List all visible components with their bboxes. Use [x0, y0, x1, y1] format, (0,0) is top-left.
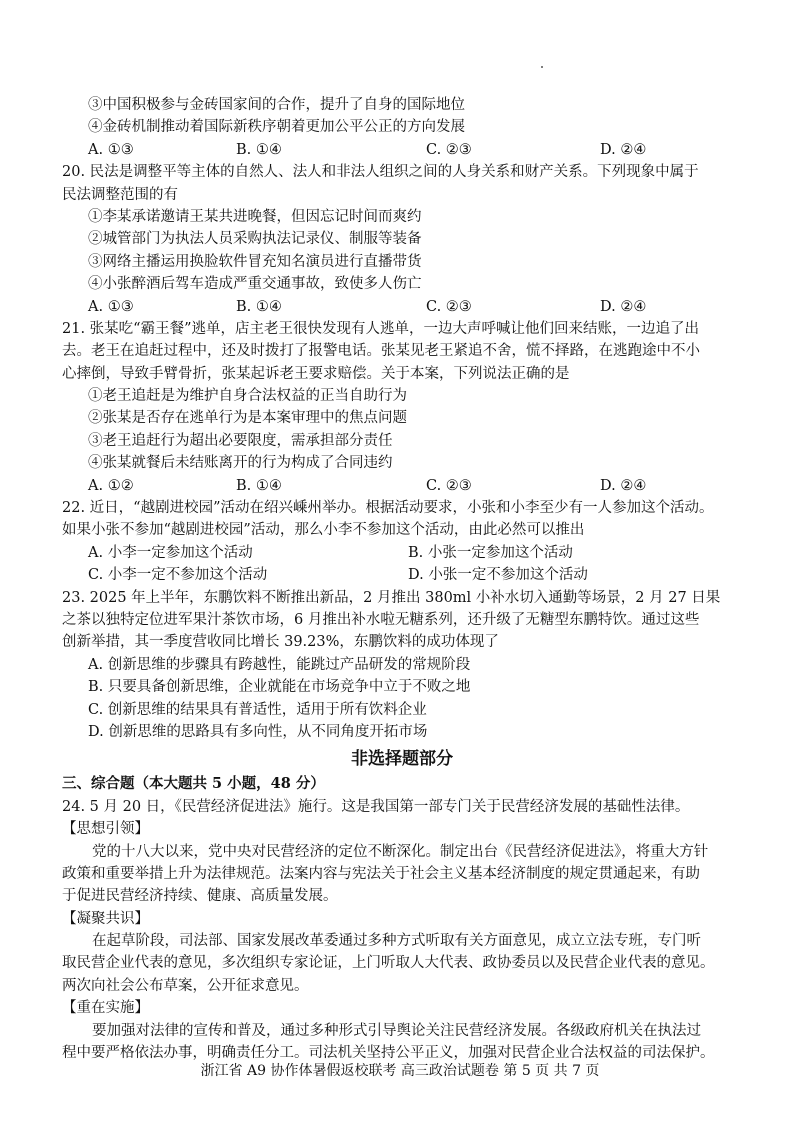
- q24-heading-1: 【思想引领】: [62, 821, 149, 838]
- q21-stem-line-2: 去。老王在追赶过程中，还及时拨打了报警电话。张某见老王紧追不舍，慌不择路，在逃跑途中不小: [62, 343, 700, 360]
- q21-option-c: C. ②③: [426, 477, 472, 494]
- q20-item-3: ③网络主播运用换脸软件冒充知名演员进行直播带货: [88, 253, 422, 270]
- q22-option-b: B. 小张一定参加这个活动: [408, 544, 573, 561]
- q21-options: [62, 475, 742, 497]
- q20-option-a: A. ①③: [88, 298, 134, 315]
- q24-para-1-line-3: 于促进民营经济持续、健康、高质量发展。: [62, 888, 338, 905]
- page-content: [62, 94, 742, 1064]
- q22-options-row-1: [62, 542, 742, 564]
- q20-option-c: C. ②③: [426, 298, 472, 315]
- q20-item-1: ①李某承诺邀请王某共进晚餐，但因忘记时间而爽约: [88, 208, 422, 225]
- q24-para-3-line-1: 要加强对法律的宣传和普及，通过多种形式引导舆论关注民营经济发展。各级政府机关在执法过: [92, 1022, 701, 1039]
- page-footer: 浙江省 A9 协作体暑假返校联考 高三政治试题卷 第 5 页 共 7 页: [200, 1063, 600, 1079]
- q23-stem-line-1: 23. 2025 年上半年，东鹏饮料不断推出新品，2 月推出 380ml 小补水切入通勤等场景，2 月 27 日果: [62, 589, 721, 606]
- q22-option-a: A. 小李一定参加这个活动: [88, 544, 253, 561]
- q20-item-4: ④小张醉酒后驾车造成严重交通事故，致使多人伤亡: [88, 276, 422, 293]
- section-title: 非选择题部分: [351, 749, 453, 770]
- q21-item-2: ②张某是否存在逃单行为是本案审理中的焦点问题: [88, 410, 407, 427]
- q24-para-1-line-1: 党的十八大以来，党中央对民营经济的定位不断深化。制定出台《民营经济促进法》，将重大方针: [92, 843, 709, 860]
- q21-stem-line-3: 心摔倒，导致手臂骨折，张某起诉老王要求赔偿。关于本案，下列说法正确的是: [62, 365, 570, 382]
- q19-item-4: ④金砖机制推动着国际新秩序朝着更加公平公正的方向发展: [88, 119, 465, 136]
- q21-option-b: B. ①④: [236, 477, 282, 494]
- q19-item-3: ③中国积极参与金砖国家间的合作，提升了自身的国际地位: [88, 97, 465, 113]
- q23-stem-line-2: 之茶以独特定位进军果汁茶饮市场，6 月推出补水啦无糖系列，还升级了无糖型东鹏特饮。通过这些: [62, 611, 700, 628]
- q24-para-3-line-2: 程中要严格依法办事，明确责任分工。司法机关坚持公平正义，加强对民营企业合法权益的司法保护。: [62, 1045, 715, 1062]
- q20-option-d: D. ②④: [600, 298, 647, 315]
- q19-option-b: B. ①④: [236, 141, 282, 158]
- q20-options: [62, 296, 742, 318]
- q21-stem-line-1: 21. 张某吃“霸王餐”逃单，店主老王很快发现有人逃单，一边大声呼喊让他们回来结账，一边追了出: [62, 320, 699, 337]
- q21-item-4: ④张某就餐后未结账离开的行为构成了合同违约: [88, 455, 393, 472]
- q22-stem-line-1: 22. 近日，“越剧进校园”活动在绍兴嵊州举办。根据活动要求，小张和小李至少有一人参加这个活动。: [62, 500, 714, 517]
- q24-para-2-line-2: 取民营企业代表的意见，多次组织专家论证，上门听取人大代表、政协委员以及民营企业代表的意见。: [62, 955, 715, 972]
- q23-option-a: A. 创新思维的步骤具有跨越性，能跳过产品研发的常规阶段: [88, 656, 471, 673]
- q24-para-2-line-3: 两次向社会公布草案，公开征求意见。: [62, 977, 309, 994]
- q24-para-1-line-2: 政策和重要举措上升为法律规范。法案内容与宪法关于社会主义基本经济制度的规定贯通起来，有助: [62, 865, 700, 882]
- q24-stem: 24. 5 月 20 日，《民营经济促进法》施行。这是我国第一部专门关于民营经济发展的基础性法律。: [62, 798, 690, 815]
- q22-option-c: C. 小李一定不参加这个活动: [88, 567, 268, 584]
- q23-option-c: C. 创新思维的结果具有普适性，适用于所有饮料企业: [88, 701, 427, 718]
- q24-heading-2: 【凝聚共识】: [62, 910, 149, 927]
- q20-stem-line-2: 民法调整范围的有: [62, 186, 178, 203]
- q22-options-row-2: [62, 564, 742, 586]
- q24-heading-3: 【重在实施】: [62, 1000, 149, 1017]
- q19-option-d: D. ②④: [600, 141, 647, 158]
- q19-option-c: C. ②③: [426, 141, 472, 158]
- q21-item-3: ③老王追赶行为超出必要限度，需承担部分责任: [88, 432, 393, 449]
- q23-stem-line-3: 创新举措，其一季度营收同比增长 39.23%，东鹏饮料的成功体现了: [62, 634, 499, 651]
- q23-option-b: B. 只要具备创新思维，企业就能在市场竞争中立于不败之地: [88, 679, 471, 696]
- q22-stem-line-2: 如果小张不参加“越剧进校园”活动，那么小李不参加这个活动，由此必然可以推出: [62, 522, 585, 539]
- q21-option-a: A. ①②: [88, 477, 134, 494]
- q19-options: [62, 139, 742, 161]
- q23-option-d: D. 创新思维的思路具有多向性，从不同角度开拓市场: [88, 723, 428, 740]
- q20-item-2: ②城管部门为执法人员采购执法记录仪、制服等装备: [88, 231, 422, 248]
- q20-option-b: B. ①④: [236, 298, 282, 315]
- q22-option-d: D. 小张一定不参加这个活动: [408, 567, 588, 584]
- q21-option-d: D. ②④: [600, 477, 647, 494]
- q19-option-a: A. ①③: [88, 141, 134, 158]
- part3-header: 三、综合题（本大题共 5 小题，48 分）: [62, 775, 325, 793]
- q24-para-2-line-1: 在起草阶段，司法部、国家发展改革委通过多种方式听取有关方面意见，成立立法专班，专门听: [92, 933, 701, 950]
- q20-stem-line-1: 20. 民法是调整平等主体的自然人、法人和非法人组织之间的人身关系和财产关系。下列现象中属于: [62, 164, 699, 181]
- scan-dot: [541, 66, 543, 68]
- q21-item-1: ①老王追赶是为维护自身合法权益的正当自助行为: [88, 388, 407, 405]
